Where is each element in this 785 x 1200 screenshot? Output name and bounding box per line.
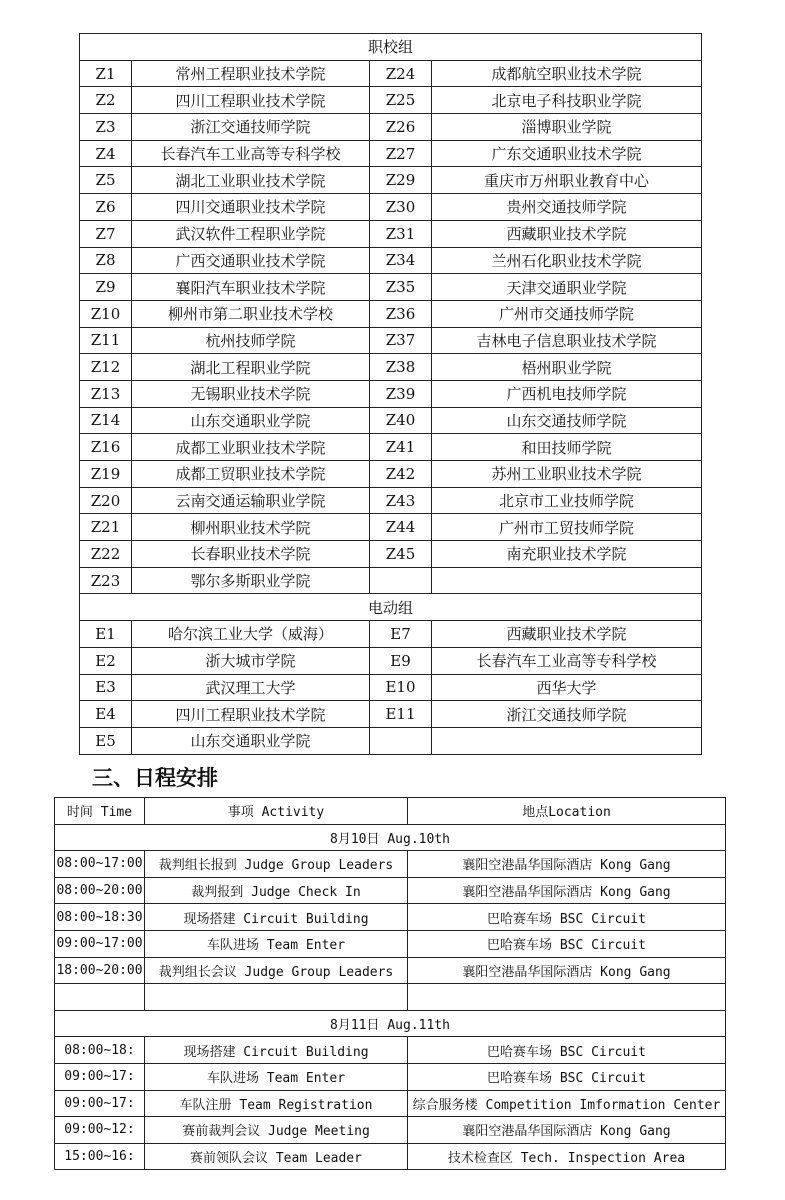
table-row: [80, 407, 702, 434]
team-name: 成都工贸职业技术学院: [132, 461, 370, 488]
team-name: 浙大城市学院: [132, 647, 370, 674]
time-cell: 09:00~12:: [55, 1117, 145, 1144]
team-code: [370, 567, 432, 594]
team-name: 梧州职业学院: [432, 354, 702, 381]
team-name: 淄博职业学院: [432, 114, 702, 141]
table-row: [55, 930, 726, 957]
team-name: 武汉软件工程职业学院: [132, 220, 370, 247]
location-cell: [408, 984, 726, 1011]
team-code: Z39: [370, 380, 432, 407]
location-cell: 襄阳空港晶华国际酒店 Kong Gang: [408, 877, 726, 904]
team-code: E7: [370, 621, 432, 648]
team-code: Z30: [370, 194, 432, 221]
team-code: Z7: [80, 220, 132, 247]
team-name: 兰州石化职业技术学院: [432, 247, 702, 274]
team-name: 襄阳汽车职业技术学院: [132, 274, 370, 301]
team-code: Z2: [80, 87, 132, 114]
table-row: [80, 300, 702, 327]
team-code: Z5: [80, 167, 132, 194]
team-name: 重庆市万州职业教育中心: [432, 167, 702, 194]
team-code: Z41: [370, 434, 432, 461]
team-code: Z27: [370, 140, 432, 167]
team-name: 四川交通职业技术学院: [132, 194, 370, 221]
team-name: 柳州职业技术学院: [132, 514, 370, 541]
team-name: 北京电子科技职业学院: [432, 87, 702, 114]
team-code: Z36: [370, 300, 432, 327]
team-name: 浙江交通技师学院: [132, 114, 370, 141]
vocational-group-header-row: [80, 34, 702, 61]
activity-cell: 赛前领队会议 Team Leader: [145, 1143, 408, 1170]
team-name: 常州工程职业技术学院: [132, 60, 370, 87]
team-code: Z14: [80, 407, 132, 434]
team-name: 贵州交通技师学院: [432, 194, 702, 221]
table-row: [80, 167, 702, 194]
team-code: Z6: [80, 194, 132, 221]
team-code: Z40: [370, 407, 432, 434]
activity-cell: 车队进场 Team Enter: [145, 1063, 408, 1090]
team-name: 成都航空职业技术学院: [432, 60, 702, 87]
table-row: [55, 984, 726, 1011]
team-code: Z13: [80, 380, 132, 407]
day-label: 8月11日 Aug.11th: [55, 1010, 726, 1037]
team-name: 云南交通运输职业学院: [132, 487, 370, 514]
location-cell: 襄阳空港晶华国际酒店 Kong Gang: [408, 851, 726, 878]
team-name: 山东交通职业学院: [132, 407, 370, 434]
team-code: Z10: [80, 300, 132, 327]
team-name: 南充职业技术学院: [432, 541, 702, 568]
team-name: 山东交通技师学院: [432, 407, 702, 434]
team-code: E2: [80, 647, 132, 674]
team-code: Z11: [80, 327, 132, 354]
team-name: 杭州技师学院: [132, 327, 370, 354]
table-row: [55, 1117, 726, 1144]
location-cell: 巴哈赛车场 BSC Circuit: [408, 930, 726, 957]
team-name: 成都工业职业技术学院: [132, 434, 370, 461]
team-name: 武汉理工大学: [132, 674, 370, 701]
location-header: 地点Location: [408, 798, 726, 825]
activity-cell: 赛前裁判会议 Judge Meeting: [145, 1117, 408, 1144]
team-name: 广东交通职业技术学院: [432, 140, 702, 167]
team-code: Z8: [80, 247, 132, 274]
day1-label-row: [55, 824, 726, 851]
location-cell: 巴哈赛车场 BSC Circuit: [408, 1037, 726, 1064]
team-code: Z45: [370, 541, 432, 568]
table-row: [80, 514, 702, 541]
activity-cell: 现场搭建 Circuit Building: [145, 904, 408, 931]
schedule-header-row: [55, 798, 726, 825]
team-name: 柳州市第二职业技术学校: [132, 300, 370, 327]
team-name: 广州市工贸技师学院: [432, 514, 702, 541]
table-row: [80, 327, 702, 354]
table-row: [55, 877, 726, 904]
time-cell: 08:00~20:00: [55, 877, 145, 904]
team-code: E10: [370, 674, 432, 701]
team-code: Z1: [80, 60, 132, 87]
schedule-table: [54, 797, 726, 1170]
team-name: 无锡职业技术学院: [132, 380, 370, 407]
team-name: 哈尔滨工业大学（威海）: [132, 621, 370, 648]
team-code: Z24: [370, 60, 432, 87]
team-code: Z16: [80, 434, 132, 461]
team-code: Z29: [370, 167, 432, 194]
table-row: [80, 647, 702, 674]
table-row: [55, 851, 726, 878]
team-code: Z23: [80, 567, 132, 594]
team-name: 吉林电子信息职业技术学院: [432, 327, 702, 354]
table-row: [55, 1063, 726, 1090]
table-row: [55, 957, 726, 984]
team-code: Z37: [370, 327, 432, 354]
team-name: 西华大学: [432, 674, 702, 701]
activity-cell: 裁判组长报到 Judge Group Leaders: [145, 851, 408, 878]
table-row: [80, 434, 702, 461]
activity-cell: 现场搭建 Circuit Building: [145, 1037, 408, 1064]
electric-group-header-row: [80, 594, 702, 621]
table-row: [80, 727, 702, 754]
team-name: 四川工程职业技术学院: [132, 87, 370, 114]
table-row: [55, 1143, 726, 1170]
table-row: [80, 487, 702, 514]
location-cell: 巴哈赛车场 BSC Circuit: [408, 904, 726, 931]
team-name: 湖北工业职业技术学院: [132, 167, 370, 194]
table-row: [80, 380, 702, 407]
activity-cell: 车队注册 Team Registration: [145, 1090, 408, 1117]
team-code: E1: [80, 621, 132, 648]
team-name: 和田技师学院: [432, 434, 702, 461]
team-code: Z38: [370, 354, 432, 381]
team-name: 西藏职业技术学院: [432, 220, 702, 247]
table-row: [80, 220, 702, 247]
table-row: [80, 701, 702, 728]
table-row: [55, 1037, 726, 1064]
team-code: Z42: [370, 461, 432, 488]
group-header: 职校组: [80, 34, 702, 61]
team-code: Z26: [370, 114, 432, 141]
location-cell: 巴哈赛车场 BSC Circuit: [408, 1063, 726, 1090]
team-code: Z35: [370, 274, 432, 301]
team-code: Z44: [370, 514, 432, 541]
team-name: [432, 727, 702, 754]
team-name: 长春职业技术学院: [132, 541, 370, 568]
team-code: E9: [370, 647, 432, 674]
team-code: [370, 727, 432, 754]
table-row: [80, 87, 702, 114]
team-name: 广西交通职业技术学院: [132, 247, 370, 274]
activity-cell: 裁判报到 Judge Check In: [145, 877, 408, 904]
day2-label-row: [55, 1010, 726, 1037]
team-code: Z31: [370, 220, 432, 247]
table-row: [80, 674, 702, 701]
team-name: [432, 567, 702, 594]
team-name: 广州市交通技师学院: [432, 300, 702, 327]
team-code: Z12: [80, 354, 132, 381]
section-title: 三、日程安排: [92, 765, 218, 790]
team-code: Z25: [370, 87, 432, 114]
time-cell: 08:00~17:00: [55, 851, 145, 878]
team-code: E4: [80, 701, 132, 728]
table-row: [80, 354, 702, 381]
day-label: 8月10日 Aug.10th: [55, 824, 726, 851]
team-code: Z21: [80, 514, 132, 541]
table-row: [80, 140, 702, 167]
table-row: [80, 247, 702, 274]
activity-cell: 裁判组长会议 Judge Group Leaders: [145, 957, 408, 984]
team-name: 长春汽车工业高等专科学校: [132, 140, 370, 167]
activity-cell: 车队进场 Team Enter: [145, 930, 408, 957]
table-row: [80, 274, 702, 301]
team-name: 天津交通职业学院: [432, 274, 702, 301]
team-name: 山东交通职业学院: [132, 727, 370, 754]
table-row: [80, 567, 702, 594]
team-code: Z20: [80, 487, 132, 514]
time-cell: 18:00~20:00: [55, 957, 145, 984]
location-cell: 综合服务楼 Competition Imformation Center: [408, 1090, 726, 1117]
team-code: Z4: [80, 140, 132, 167]
team-name: 广西机电技师学院: [432, 380, 702, 407]
team-name: 西藏职业技术学院: [432, 621, 702, 648]
team-name: 长春汽车工业高等专科学校: [432, 647, 702, 674]
team-code: Z34: [370, 247, 432, 274]
time-cell: 09:00~17:00: [55, 930, 145, 957]
time-header: 时间 Time: [55, 798, 145, 825]
team-code: Z43: [370, 487, 432, 514]
time-cell: 09:00~17:: [55, 1063, 145, 1090]
team-code: Z22: [80, 541, 132, 568]
table-row: [80, 194, 702, 221]
table-row: [80, 541, 702, 568]
team-name: 鄂尔多斯职业学院: [132, 567, 370, 594]
time-cell: 08:00~18:: [55, 1037, 145, 1064]
teams-table: [79, 33, 702, 755]
team-code: E5: [80, 727, 132, 754]
team-name: 浙江交通技师学院: [432, 701, 702, 728]
time-cell: 09:00~17:: [55, 1090, 145, 1117]
team-name: 苏州工业职业技术学院: [432, 461, 702, 488]
team-code: Z9: [80, 274, 132, 301]
team-name: 北京市工业技师学院: [432, 487, 702, 514]
time-cell: 15:00~16:: [55, 1143, 145, 1170]
location-cell: 襄阳空港晶华国际酒店 Kong Gang: [408, 957, 726, 984]
team-name: 四川工程职业技术学院: [132, 701, 370, 728]
team-code: E11: [370, 701, 432, 728]
location-cell: 襄阳空港晶华国际酒店 Kong Gang: [408, 1117, 726, 1144]
activity-cell: [145, 984, 408, 1011]
team-name: 湖北工程职业学院: [132, 354, 370, 381]
table-row: [80, 60, 702, 87]
group-header: 电动组: [80, 594, 702, 621]
location-cell: 技术检查区 Tech. Inspection Area: [408, 1143, 726, 1170]
activity-header: 事项 Activity: [145, 798, 408, 825]
team-code: E3: [80, 674, 132, 701]
table-row: [55, 904, 726, 931]
table-row: [80, 114, 702, 141]
time-cell: 08:00~18:30: [55, 904, 145, 931]
team-code: Z3: [80, 114, 132, 141]
table-row: [80, 461, 702, 488]
time-cell: [55, 984, 145, 1011]
table-row: [80, 621, 702, 648]
team-code: Z19: [80, 461, 132, 488]
table-row: [55, 1090, 726, 1117]
